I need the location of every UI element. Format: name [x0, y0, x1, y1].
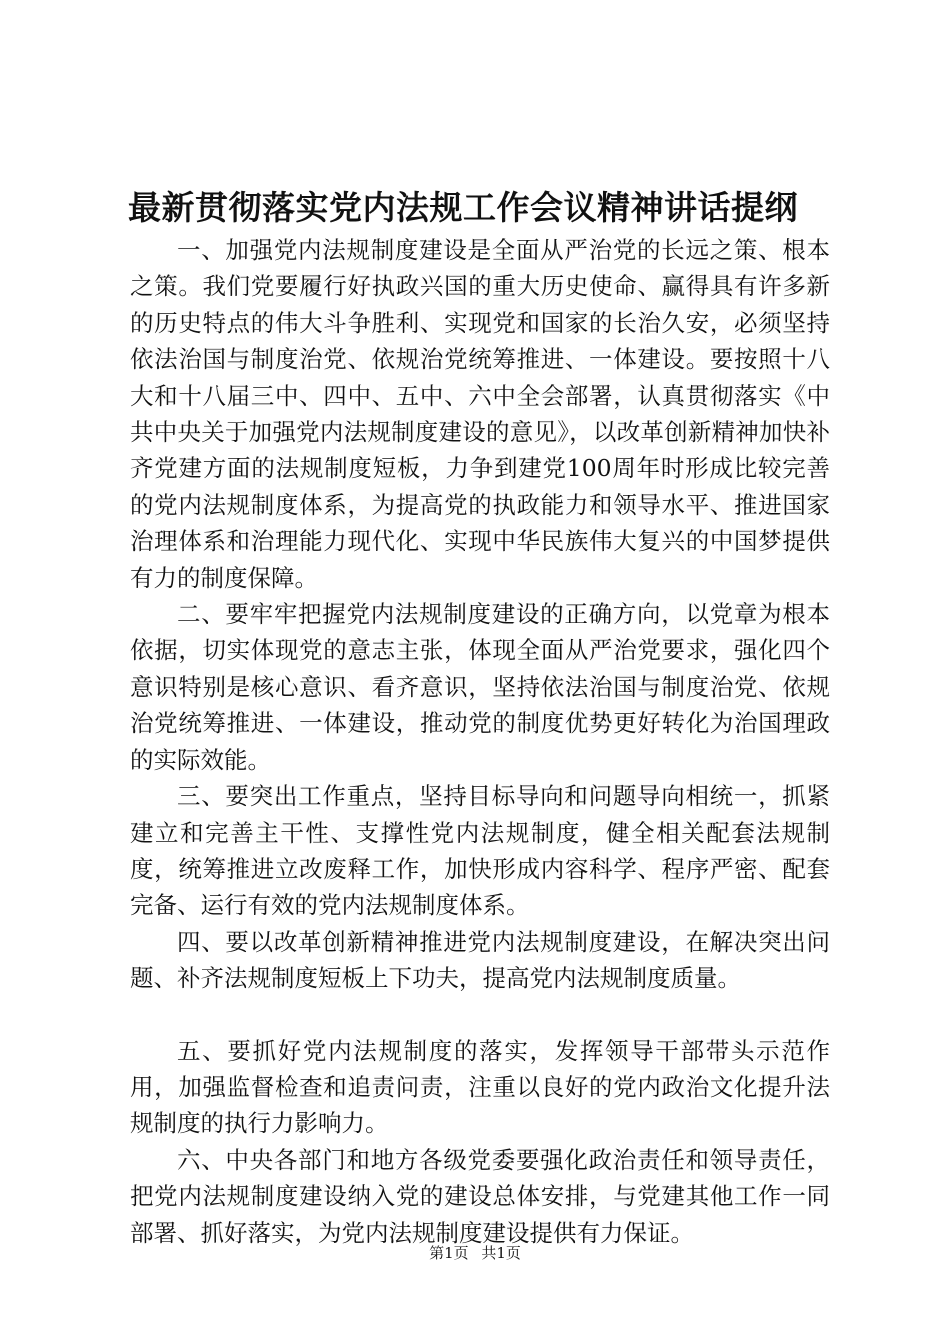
page-footer — [0, 1243, 950, 1263]
paragraph-2: 二、要牢牢把握党内法规制度建设的正确方向，以党章为根本依据，切实体现党的意志主张，体现全面从严治党要求，强化四个意识特别是核心意识、看齐意识，坚持依法治国与制度治党、依规治党统筹推进、一体建设，推动党的制度优势更好转化为治国理政的实际效能。 — [130, 600, 830, 774]
paragraph-3: 三、要突出工作重点，坚持目标导向和问题导向相统一，抓紧建立和完善主干性、支撑性党内法规制度，健全相关配套法规制度，统筹推进立改废释工作，加快形成内容科学、程序严密、配套完备、运行有效的党内法规制度体系。 — [130, 782, 830, 920]
paragraph-4: 四、要以改革创新精神推进党内法规制度建设，在解决突出问题、补齐法规制度短板上下功夫，提高党内法规制度质量。 — [130, 927, 830, 993]
paragraph-5: 五、要抓好党内法规制度的落实，发挥领导干部带头示范作用，加强监督检查和追责问责，注重以良好的党内政治文化提升法规制度的执行力影响力。 — [130, 1036, 830, 1138]
paragraph-1: 一、加强党内法规制度建设是全面从严治党的长远之策、根本之策。我们党要履行好执政兴国的重大历史使命、赢得具有许多新的历史特点的伟大斗争胜利、实现党和国家的长治久安，必须坚持依法治国与制度治党、依规治党统筹推进、一体建设。要按照十八大和十八届三中、四中、五中、六中全会部署，认真贯彻落实《中共中央关于加强党内法规制度建设的意见》，以改革创新精神加快补齐党建方面的法规制度短板，力争到建党100周年时形成比较完善的党内法规制度体系，为提高党的执政能力和领导水平、推进国家治理体系和治理能力现代化、实现中华民族伟大复兴的中国梦提供有力的制度保障。 — [130, 236, 830, 592]
page-number-current: 第1页 — [429, 1244, 469, 1262]
document-body — [130, 232, 830, 1251]
document-title: 最新贯彻落实党内法规工作会议精神讲话提纲 — [128, 188, 798, 227]
paragraph-6: 六、中央各部门和地方各级党委要强化政治责任和领导责任，把党内法规制度建设纳入党的建设总体安排，与党建其他工作一同部署、抓好落实，为党内法规制度建设提供有力保证。 — [130, 1145, 830, 1247]
page-number-total: 共1页 — [481, 1244, 521, 1262]
